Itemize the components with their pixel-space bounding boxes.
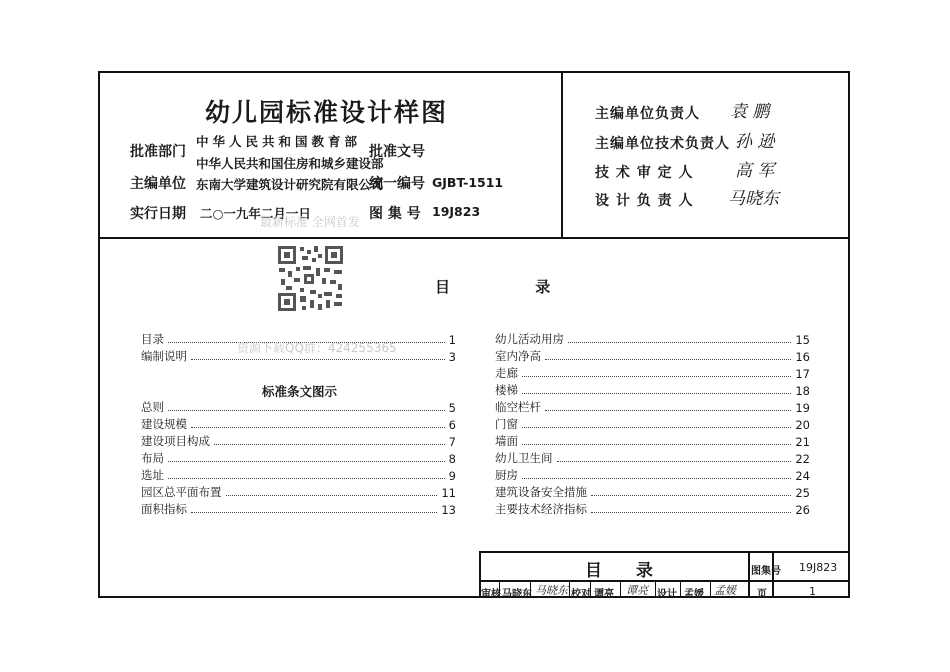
toc-item[interactable]: [495, 432, 810, 449]
responsible-role-2: 主编单位技术负责人: [595, 136, 730, 152]
toc-item-page: 3: [448, 350, 456, 364]
toc-item-title: 主要技术经济指标: [495, 502, 587, 516]
toc-item-page: 25: [795, 486, 810, 500]
toc-item-page: 8: [448, 452, 456, 466]
toc-item-title: 编制说明: [141, 349, 187, 363]
toc-item-page: 13: [441, 503, 456, 517]
toc-item-title: 墙面: [495, 434, 518, 448]
toc-item-page: 24: [795, 469, 810, 483]
toc-item[interactable]: [141, 432, 456, 449]
toc-item-page: 11: [441, 486, 456, 500]
cover-divider: [98, 237, 850, 239]
title-block-atlas-label: 图集号: [751, 566, 781, 577]
title-block-cell-line: [569, 581, 570, 598]
title-block-design-label: 设计: [657, 589, 677, 600]
watermark-middle: 资源下载QQ群：424255365: [237, 341, 397, 355]
unified-no-value: GJBT-1511: [432, 175, 504, 190]
unified-no-label: 统一编号: [369, 176, 425, 192]
toc-item-page: 5: [448, 401, 456, 415]
toc-item[interactable]: [495, 415, 810, 432]
atlas-no-value: 19J823: [432, 204, 481, 219]
toc-section-heading: 标准条文图示: [262, 384, 338, 399]
toc-item[interactable]: [495, 466, 810, 483]
toc-item[interactable]: [495, 381, 810, 398]
toc-item-title: 布局: [141, 451, 164, 465]
toc-item[interactable]: [495, 500, 810, 517]
toc-item-page: 16: [795, 350, 810, 364]
title-block-check-name: 谭亮: [594, 589, 614, 600]
title-block-col-divider: [748, 551, 750, 598]
responsible-role-1: 主编单位负责人: [595, 106, 700, 122]
toc-item[interactable]: [495, 330, 810, 347]
title-block-review-name: 马晓东: [502, 589, 532, 600]
toc-item-title: 总则: [141, 400, 164, 414]
toc-item-title: 走廊: [495, 366, 518, 380]
toc-item-page: 15: [795, 333, 810, 347]
toc-item-page: 6: [448, 418, 456, 432]
toc-item[interactable]: [495, 398, 810, 415]
toc-item[interactable]: [141, 398, 456, 415]
toc-item[interactable]: [495, 483, 810, 500]
toc-item-page: 26: [795, 503, 810, 517]
approval-dept-1: 中华人民共和国教育部: [196, 134, 362, 149]
toc-item-title: 厨房: [495, 468, 518, 482]
title-block-cell-line: [655, 581, 656, 598]
toc-item-title: 临空栏杆: [495, 400, 541, 414]
atlas-no-label: 图 集 号: [369, 206, 421, 222]
toc-item-page: 18: [795, 384, 810, 398]
toc-item-page: 17: [795, 367, 810, 381]
approval-dept-2: 中华人民共和国住房和城乡建设部: [196, 156, 384, 171]
responsible-signature-4: 马晓东: [728, 189, 779, 209]
toc-item[interactable]: [495, 364, 810, 381]
toc-item-title: 幼儿卫生间: [495, 451, 553, 465]
toc-item-page: 19: [795, 401, 810, 415]
title-block-design-signature: 孟媛: [714, 584, 736, 597]
responsible-signature-1: 袁 鹏: [730, 102, 770, 122]
watermark-top: 最新标准 全网首发: [260, 215, 360, 229]
title-block-drawing-title: 目 录: [585, 561, 667, 581]
responsible-signature-3: 高 军: [735, 161, 775, 181]
toc-item-page: 1: [448, 333, 456, 347]
title-block-review-signature: 马晓东: [535, 584, 568, 597]
toc-item-title: 选址: [141, 468, 164, 482]
toc-item[interactable]: [141, 483, 456, 500]
toc-item-title: 室内净高: [495, 349, 541, 363]
title-block-design-name: 孟媛: [684, 589, 704, 600]
editor-value: 东南大学建筑设计研究院有限公司: [196, 177, 384, 192]
toc-item-title: 面积指标: [141, 502, 187, 516]
title-block-page-label: 页: [757, 589, 767, 600]
approval-dept-label: 批准部门: [130, 144, 186, 160]
toc-item-title: 幼儿活动用房: [495, 332, 564, 346]
toc-item[interactable]: [141, 415, 456, 432]
toc-item-title: 目录: [141, 332, 164, 346]
title-block-cell-line: [710, 581, 711, 598]
qr-code-icon: [276, 244, 345, 313]
title-block-cell-line: [620, 581, 621, 598]
toc-item-page: 20: [795, 418, 810, 432]
toc-item[interactable]: [141, 500, 456, 517]
toc-item-page: 21: [795, 435, 810, 449]
editor-label: 主编单位: [130, 176, 186, 192]
toc-item-title: 建设规模: [141, 417, 187, 431]
toc-item[interactable]: [141, 449, 456, 466]
responsible-signature-2: 孙 逊: [735, 132, 775, 152]
title-block-page-value: 1: [809, 585, 816, 598]
toc-item-title: 楼梯: [495, 383, 518, 397]
toc-item[interactable]: [141, 466, 456, 483]
effective-date-label: 实行日期: [130, 206, 186, 222]
toc-item-page: 9: [448, 469, 456, 483]
toc-heading: 目 录: [435, 278, 591, 296]
toc-item[interactable]: [495, 449, 810, 466]
approval-doc-label: 批准文号: [369, 144, 425, 160]
toc-item[interactable]: [495, 347, 810, 364]
responsible-role-3: 技 术 审 定 人: [595, 165, 694, 181]
title-block-cell-line: [680, 581, 681, 598]
toc-item-title: 建设项目构成: [141, 434, 210, 448]
toc-item-page: 22: [795, 452, 810, 466]
document-title: 幼儿园标准设计样图: [205, 98, 449, 127]
responsible-role-4: 设 计 负 责 人: [595, 193, 694, 209]
title-block-check-label: 校对: [571, 589, 591, 600]
cover-vertical-divider: [561, 71, 563, 239]
toc-item-page: 7: [448, 435, 456, 449]
effective-date-value: 二○一九年二月一日: [200, 206, 311, 221]
toc-item-title: 门窗: [495, 417, 518, 431]
title-block-review-label: 审核: [481, 589, 501, 600]
title-block-check-signature: 谭亮: [626, 584, 648, 597]
title-block-atlas-value: 19J823: [799, 561, 838, 574]
toc-item-title: 建筑设备安全措施: [495, 485, 587, 499]
toc-item-title: 园区总平面布置: [141, 485, 222, 499]
